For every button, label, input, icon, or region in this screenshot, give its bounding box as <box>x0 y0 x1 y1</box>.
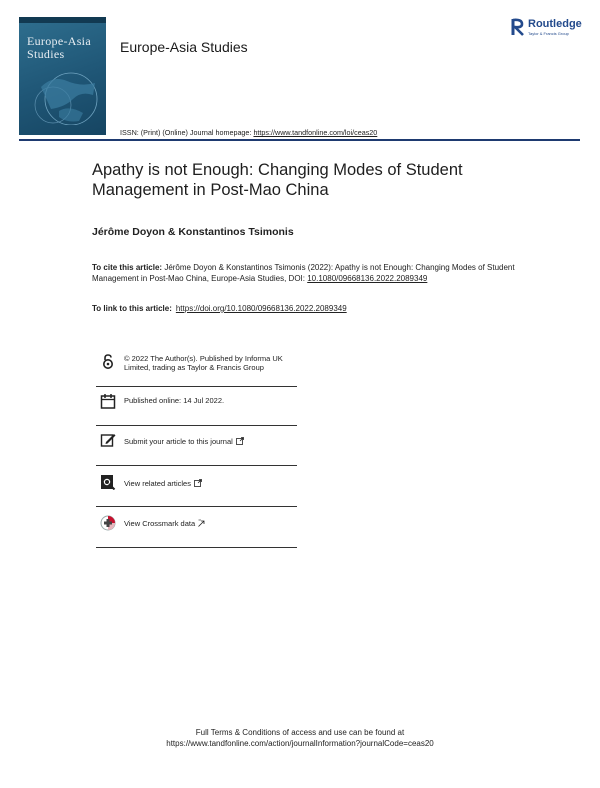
article-doi-link[interactable]: https://doi.org/10.1080/09668136.2022.2089349 <box>175 304 347 313</box>
journal-name: Europe-Asia Studies <box>120 39 248 55</box>
publisher-subtitle: Taylor & Francis Group <box>528 31 569 36</box>
related-articles-text: View related articles <box>124 479 191 488</box>
related-articles-icon <box>100 474 116 490</box>
info-divider <box>96 465 297 466</box>
published-date-text: Published online: 14 Jul 2022. <box>124 396 225 405</box>
article-authors: Jérôme Doyon & Konstantinos Tsimonis <box>92 226 294 238</box>
info-divider <box>96 386 297 387</box>
header-divider <box>19 139 580 141</box>
info-divider <box>96 425 297 426</box>
open-access-icon <box>100 354 116 370</box>
citation-text: Jérôme Doyon & Konstantinos Tsimonis (2022): Apathy is not Enough: Changing Modes of Student Management in Post-Mao China, Europe-Asia Studies, DOI: <box>92 263 515 283</box>
license-text: © 2022 The Author(s). Published by Informa UK Limited, trading as Taylor & Francis Group <box>124 354 283 372</box>
footer-terms-link[interactable]: https://www.tandfonline.com/action/journalInformation?journalCode=ceas20 <box>166 739 434 748</box>
journal-cover-image <box>19 17 106 135</box>
related-articles-link[interactable] <box>124 479 202 488</box>
issn-line <box>120 128 377 137</box>
routledge-r-icon <box>511 17 525 37</box>
article-link-line <box>92 304 347 313</box>
external-link-icon <box>236 437 244 445</box>
submit-article-text: Submit your article to this journal <box>124 437 233 446</box>
cover-title <box>27 35 103 61</box>
article-title: Apathy is not Enough: Changing Modes of Student Management in Post-Mao China <box>92 161 463 199</box>
publisher-name: Routledge <box>528 18 582 30</box>
info-divider <box>96 547 297 548</box>
crossmark-link[interactable] <box>124 519 206 528</box>
external-link-icon <box>194 479 202 487</box>
cover-title-line1: Europe-Asia <box>27 34 91 48</box>
cover-title-line2: Studies <box>27 47 65 61</box>
crossmark-text: View Crossmark data <box>124 519 196 528</box>
journal-homepage-link[interactable]: https://www.tandfonline.com/loi/ceas20 <box>253 128 378 137</box>
cover-top-stripe <box>19 17 106 23</box>
issn-text: ISSN: (Print) (Online) Journal homepage: <box>120 128 254 137</box>
citation-block <box>92 262 522 284</box>
calendar-icon <box>100 393 116 409</box>
footer-terms-text: Full Terms & Conditions of access and use can be found at <box>195 728 405 737</box>
article-link-label: To link to this article: <box>92 304 172 313</box>
footer <box>0 727 600 749</box>
citation-label: To cite this article: <box>92 263 163 272</box>
citation-doi-link[interactable]: 10.1080/09668136.2022.2089349 <box>307 274 428 283</box>
external-link-icon <box>198 519 206 527</box>
crossmark-icon <box>100 515 116 531</box>
globe-map-icon <box>33 65 103 125</box>
routledge-logo <box>511 17 591 39</box>
submit-article-link[interactable] <box>124 437 244 446</box>
info-divider <box>96 506 297 507</box>
edit-article-icon <box>100 432 116 448</box>
